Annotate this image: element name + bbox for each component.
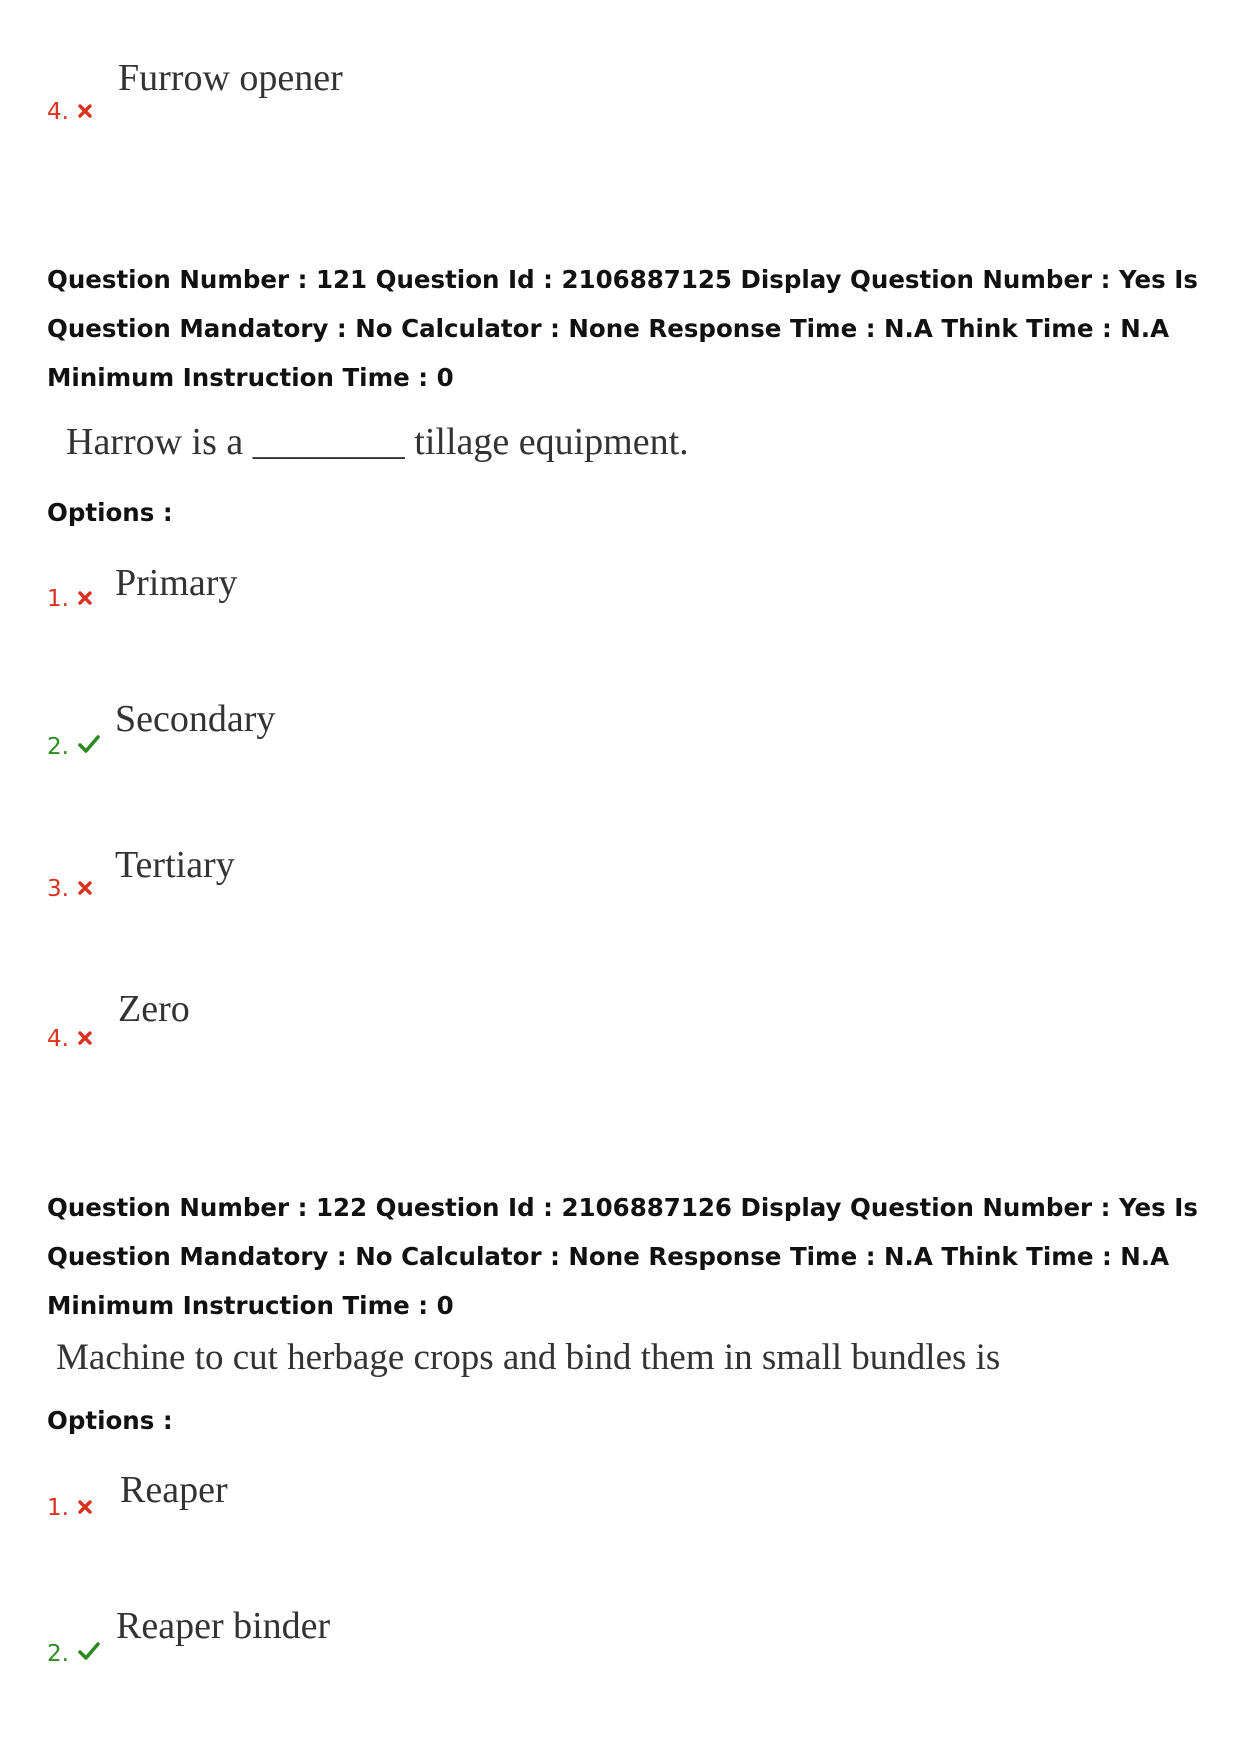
question-text [66,420,689,464]
question-text-before: Harrow is a [66,421,244,463]
option-number: 3. [47,875,92,902]
option-text: Reaper binder [116,1605,331,1647]
options-label: Options : [47,498,173,527]
check-icon [78,733,100,759]
option-number: 2. [47,1640,100,1667]
option-text: Zero [118,988,190,1030]
option-text: Secondary [115,698,276,740]
cross-icon [78,1494,92,1520]
option-number: 4. [47,1025,92,1052]
check-icon [78,1640,100,1666]
option-text: Tertiary [115,844,235,886]
option-number: 1. [47,1494,92,1521]
question-meta: Question Number : 121 Question Id : 2106887125 Display Question Number : Yes Is Question Mandatory : No Calculator : None Response Time : N.A Think Time : N.A Minimum Instruction Time : 0 [47,265,1198,392]
option-number: 2. [47,733,100,760]
option-number: 4. [47,98,92,125]
question-blank: ________ [252,421,405,463]
option-number: 1. [47,585,92,612]
option-text: Reaper [120,1469,228,1511]
question-text: Machine to cut herbage crops and bind them in small bundles is [56,1337,1001,1378]
options-label: Options : [47,1406,173,1435]
option-text: Furrow opener [118,57,343,99]
cross-icon [78,1025,92,1051]
cross-icon [78,875,92,901]
question-meta: Question Number : 122 Question Id : 2106887126 Display Question Number : Yes Is Question Mandatory : No Calculator : None Response Time : N.A Think Time : N.A Minimum Instruction Time : 0 [47,1193,1198,1320]
option-text: Primary [115,562,238,604]
cross-icon [78,585,92,611]
question-text-after: tillage equipment. [414,421,689,463]
cross-icon [78,98,92,124]
